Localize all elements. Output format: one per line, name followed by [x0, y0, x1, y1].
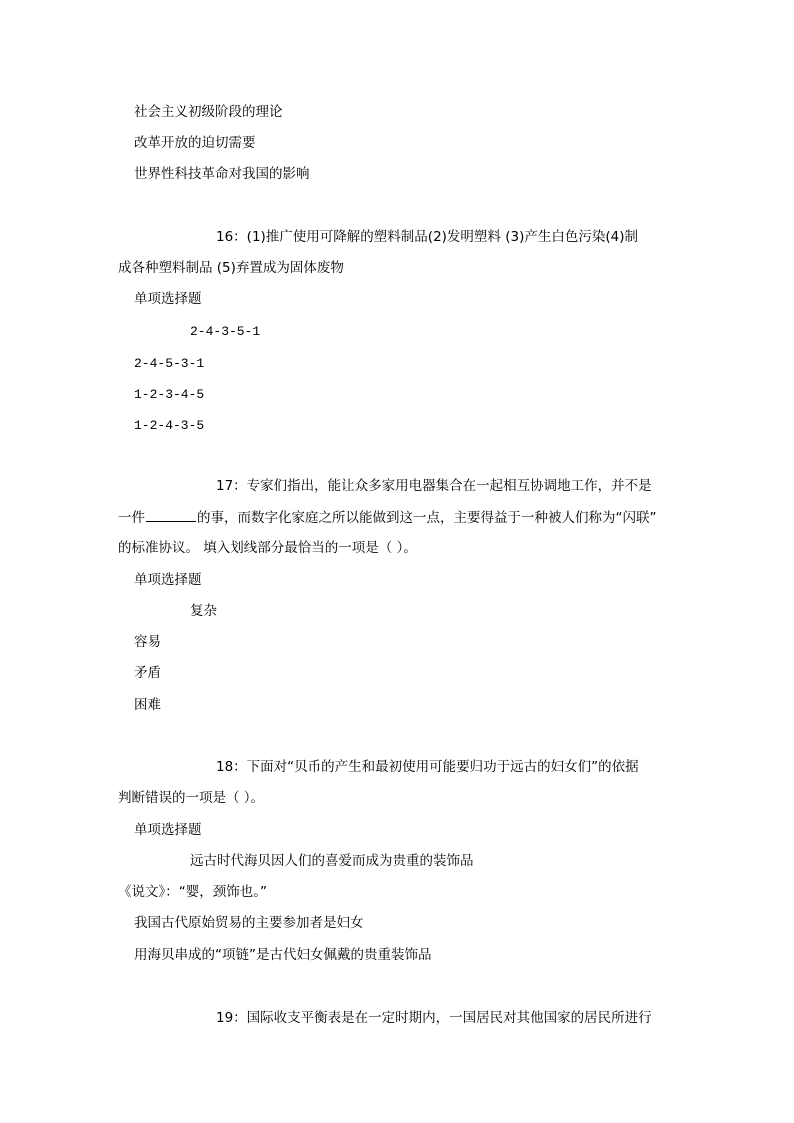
question-17-option-c: 矛盾 — [134, 665, 161, 681]
question-17-type: 单项选择题 — [134, 572, 202, 588]
question-17-stem-line1: 17：专家们指出，能让众多家用电器集合在一起相互协调地工作，并不是 — [216, 478, 652, 494]
fill-in-blank — [146, 509, 196, 522]
question-17-text-before-blank: 一件 — [118, 510, 145, 526]
question-16-option-c: 1-2-3-4-5 — [134, 387, 205, 402]
question-17-option-b: 容易 — [134, 634, 161, 650]
question-18-option-a: 远古时代海贝因人们的喜爱而成为贵重的装饰品 — [190, 853, 474, 869]
question-18-stem-line2: 判断错误的一项是（ ）。 — [118, 790, 265, 806]
question-16-option-b: 2-4-5-3-1 — [134, 356, 205, 371]
question-17-stem-line3: 的标准协议。 填入划线部分最恰当的一项是（ ）。 — [118, 540, 417, 556]
question-18-option-d: 用海贝串成的“项链”是古代妇女佩戴的贵重装饰品 — [134, 947, 432, 963]
question-16-option-d: 1-2-4-3-5 — [134, 418, 205, 433]
question-18-type: 单项选择题 — [134, 822, 202, 838]
question-17-option-d: 困难 — [134, 697, 161, 713]
question-16-type: 单项选择题 — [134, 291, 202, 307]
question-17-stem-line2 — [118, 509, 657, 526]
question-17-text-after-blank: 的事，而数字化家庭之所以能做到这一点，主要得益于一种被人们称为“闪联” — [197, 510, 657, 526]
option-prev-a: 社会主义初级阶段的理论 — [134, 104, 283, 120]
option-prev-c: 世界性科技革命对我国的影响 — [134, 166, 310, 182]
question-16-option-a: 2-4-3-5-1 — [190, 324, 261, 339]
option-prev-b: 改革开放的迫切需要 — [134, 135, 256, 151]
question-18-stem-line1: 18：下面对“贝币的产生和最初使用可能要归功于远古的妇女们”的依据 — [216, 759, 639, 775]
question-18-option-b: 《说文》：“婴，颈饰也。” — [118, 884, 267, 900]
question-16-stem-line1: 16：(1)推广使用可降解的塑料制品(2)发明塑料 (3)产生白色污染(4)制 — [216, 229, 638, 245]
question-17-option-a: 复杂 — [190, 603, 217, 619]
question-18-option-c: 我国古代原始贸易的主要参加者是妇女 — [134, 915, 364, 931]
question-19-stem-line1: 19：国际收支平衡表是在一定时期内，一国居民对其他国家的居民所进行 — [216, 1010, 652, 1026]
question-16-stem-line2: 成各种塑料制品 (5)弃置成为固体废物 — [118, 260, 344, 276]
